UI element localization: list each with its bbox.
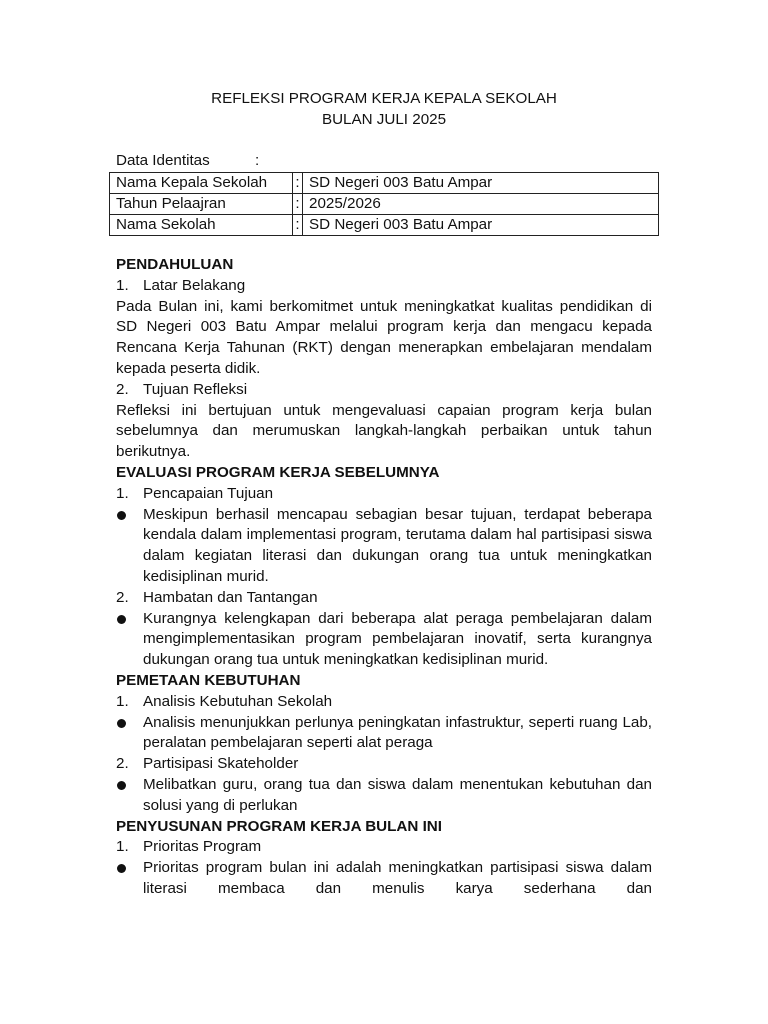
list-label: Tujuan Refleksi: [143, 380, 248, 398]
list-number: 1.: [116, 276, 129, 294]
list-item: [116, 588, 652, 609]
list-item: [116, 484, 652, 505]
list-number: 1.: [116, 484, 129, 502]
list-label: Hambatan dan Tantangan: [143, 588, 318, 606]
bullet-text: Kurangnya kelengkapan dari beberapa alat peraga pembelajaran dalam mengimplementasikan program pembelajaran inovatif, serta kurangnya dukungan orang tua untuk meningkatkan kedisiplinan murid.: [143, 609, 652, 669]
table-row: [110, 194, 659, 215]
list-number: 1.: [116, 838, 129, 856]
section-heading-pemetaan: PEMETAAN KEBUTUHAN: [116, 671, 301, 689]
document-page: [116, 88, 652, 897]
paragraph-latar-belakang: Pada Bulan ini, kami berkomitmet untuk meningkatkat kualitas pendidikan di SD Negeri 003 Batu Ampar melalui program kerja dan mengacu kepada Rencana Kerja Tahunan (RKT) dengan menerapkan embelajaran mendalam kepada peserta didik.: [116, 297, 652, 377]
list-number: 2.: [116, 380, 129, 398]
bullet-icon: [117, 864, 126, 873]
identity-label-row: [116, 151, 652, 172]
list-number: 2.: [116, 588, 129, 606]
identity-separator: :: [293, 194, 303, 215]
identity-label: Data Identitas: [116, 152, 210, 169]
identity-table: [109, 172, 659, 236]
identity-key: Tahun Pelaajran: [110, 194, 293, 215]
list-number: 1.: [116, 692, 129, 710]
list-label: Prioritas Program: [143, 838, 262, 856]
list-label: Pencapaian Tujuan: [143, 484, 274, 502]
document-body: [116, 255, 652, 900]
section-heading-evaluasi: EVALUASI PROGRAM KERJA SEBELUMNYA: [116, 463, 440, 481]
identity-value: SD Negeri 003 Batu Ampar: [303, 173, 659, 194]
identity-key: Nama Sekolah: [110, 215, 293, 236]
identity-separator: :: [293, 173, 303, 194]
identity-separator: :: [293, 215, 303, 236]
bullet-text: Analisis menunjukkan perlunya peningkatan infastruktur, seperti ruang Lab, peralatan pembelajaran seperti alat peraga: [143, 713, 652, 752]
section-heading-pendahuluan: PENDAHULUAN: [116, 256, 234, 273]
identity-colon: :: [255, 152, 260, 169]
bullet-icon: [117, 781, 126, 790]
bullet-text: Prioritas program bulan ini adalah meningkatkan partisipasi siswa dalam literasi membaca dan menulis karya sederhana dan: [143, 859, 652, 897]
bullet-icon: [117, 615, 126, 624]
identity-key: Nama Kepala Sekolah: [110, 173, 293, 194]
bullet-item: [116, 505, 652, 588]
bullet-icon: [117, 511, 126, 520]
paragraph-tujuan-refleksi: Refleksi ini bertujuan untuk mengevaluasi capaian program kerja bulan sebelumnya dan merumuskan langkah-langkah perbaikan untuk tahun berikutnya.: [116, 401, 652, 461]
document-title: REFLEKSI PROGRAM KERJA KEPALA SEKOLAH: [211, 90, 557, 107]
list-item: [116, 692, 652, 713]
list-item: [116, 276, 652, 297]
identity-value: 2025/2026: [303, 194, 659, 215]
list-item: [116, 380, 652, 401]
bullet-item: [116, 609, 652, 671]
list-label: Analisis Kebutuhan Sekolah: [143, 692, 333, 710]
bullet-text: Meskipun berhasil mencapau sebagian besar tujuan, terdapat beberapa kendala dalam implementasi program, terutama dalam hal partisipasi siswa dalam kegiatan literasi dan dukungan orang tua untuk meningkatkan kedisiplinan murid.: [143, 505, 652, 585]
list-item: [116, 754, 652, 775]
section-heading-penyusunan: PENYUSUNAN PROGRAM KERJA BULAN INI: [116, 817, 442, 835]
bullet-item: [116, 775, 652, 817]
bullet-text: Melibatkan guru, orang tua dan siswa dalam menentukan kebutuhan dan solusi yang di perlukan: [143, 775, 652, 814]
table-row: [110, 215, 659, 236]
list-number: 2.: [116, 755, 129, 773]
list-label: Partisipasi Skateholder: [143, 755, 299, 773]
list-item: [116, 837, 652, 858]
document-subtitle: BULAN JULI 2025: [321, 111, 447, 128]
list-label: Latar Belakang: [143, 276, 246, 294]
bullet-item: [116, 713, 652, 755]
bullet-item: [116, 858, 652, 900]
table-row: [110, 173, 659, 194]
identity-value: SD Negeri 003 Batu Ampar: [303, 215, 659, 236]
bullet-icon: [117, 719, 126, 728]
